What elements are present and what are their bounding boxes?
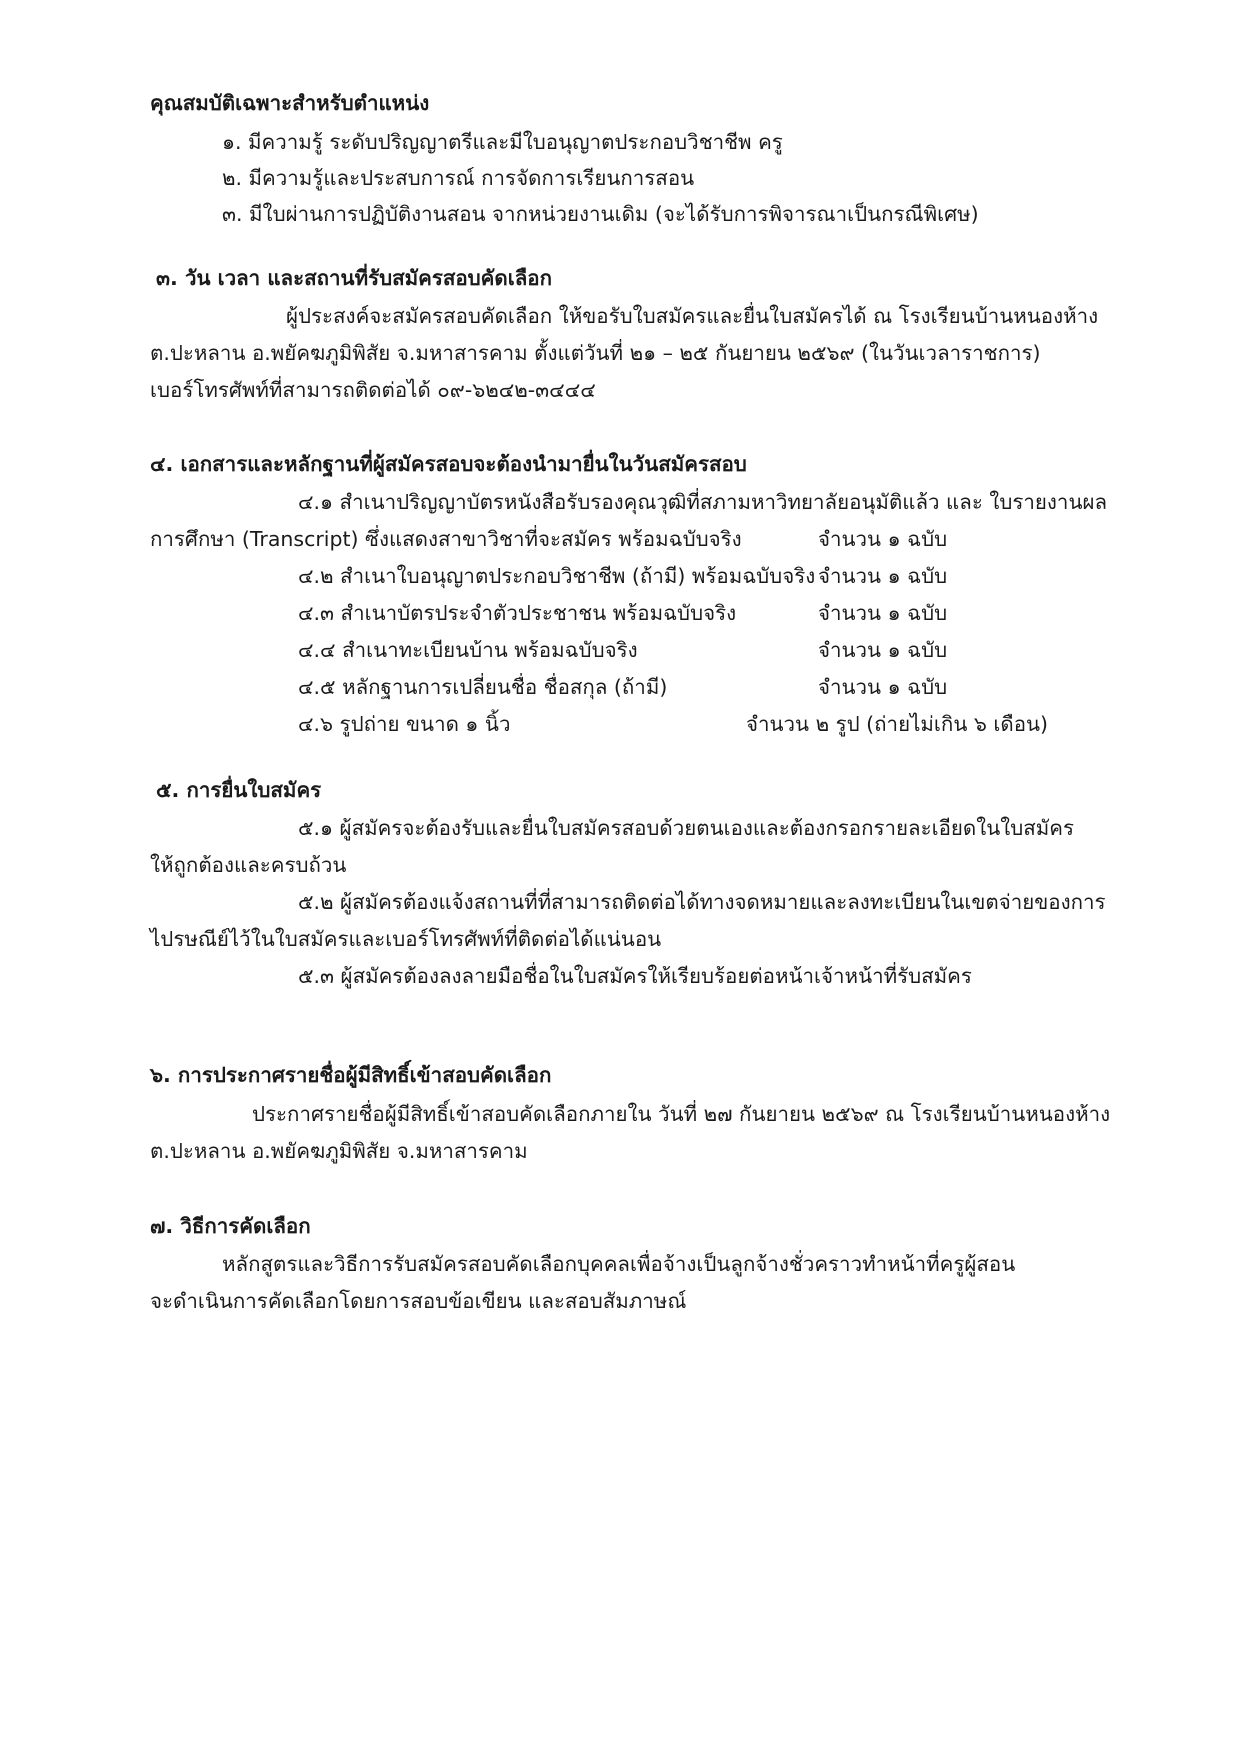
document-item: ๔.๔ สำเนาทะเบียนบ้าน พร้อมฉบับจริง bbox=[298, 638, 638, 662]
qualification-item: ๓. มีใบผ่านการปฏิบัติงานสอน จากหน่วยงานเดิม (จะได้รับการพิจารณาเป็นกรณีพิเศษ) bbox=[222, 202, 979, 226]
qualification-item: ๒. มีความรู้และประสบการณ์ การจัดการเรียนการสอน bbox=[222, 166, 695, 190]
section-3-paragraph-line: ต.ปะหลาน อ.พยัคฆภูมิพิสัย จ.มหาสารคาม ตั้งแต่วันที่ ๒๑ – ๒๕ กันยายน ๒๕๖๙ (ในวันเวลาราชการ) bbox=[150, 341, 1041, 365]
document-item: ๔.๖ รูปถ่าย ขนาด ๑ นิ้ว bbox=[298, 712, 511, 736]
section-6-heading: ๖. การประกาศรายชื่อผู้มีสิทธิ์เข้าสอบคัดเลือก bbox=[150, 1063, 552, 1087]
section-5-heading: ๕. การยื่นใบสมัคร bbox=[156, 778, 322, 802]
document-item-count: จำนวน ๑ ฉบับ bbox=[818, 564, 948, 588]
document-item-count: จำนวน ๑ ฉบับ bbox=[818, 675, 948, 699]
section-7-heading: ๗. วิธีการคัดเลือก bbox=[150, 1214, 311, 1238]
section-5-line: ๕.๑ ผู้สมัครจะต้องรับและยื่นใบสมัครสอบด้วยตนเองและต้องกรอกรายละเอียดในใบสมัคร bbox=[298, 816, 1075, 840]
section-7-line: จะดำเนินการคัดเลือกโดยการสอบข้อเขียน และสอบสัมภาษณ์ bbox=[150, 1289, 687, 1313]
section-5-line: ๕.๒ ผู้สมัครต้องแจ้งสถานที่ที่สามารถติดต่อได้ทางจดหมายและลงทะเบียนในเขตจ่ายของการ bbox=[298, 890, 1106, 914]
document-item-count: จำนวน ๒ รูป (ถ่ายไม่เกิน ๖ เดือน) bbox=[746, 712, 1049, 736]
section-3-heading: ๓. วัน เวลา และสถานที่รับสมัครสอบคัดเลือก bbox=[156, 266, 553, 290]
section-6-line: ต.ปะหลาน อ.พยัคฆภูมิพิสัย จ.มหาสารคาม bbox=[150, 1139, 528, 1163]
section-3-paragraph-line: ผู้ประสงค์จะสมัครสอบคัดเลือก ให้ขอรับใบสมัครและยื่นใบสมัครได้ ณ โรงเรียนบ้านหนองห้าง bbox=[286, 304, 1099, 328]
document-item-count: จำนวน ๑ ฉบับ bbox=[818, 527, 948, 551]
document-item-line: ๔.๑ สำเนาปริญญาบัตรหนังสือรับรองคุณวุฒิที่สภามหาวิทยาลัยอนุมัติแล้ว และ ใบรายงานผล bbox=[298, 490, 1108, 514]
qualification-item: ๑. มีความรู้ ระดับปริญญาตรีและมีใบอนุญาตประกอบวิชาชีพ ครู bbox=[222, 130, 783, 154]
document-item: ๔.๕ หลักฐานการเปลี่ยนชื่อ ชื่อสกุล (ถ้ามี) bbox=[298, 675, 668, 699]
document-item-line: การศึกษา (Transcript) ซึ่งแสดงสาขาวิชาที่จะสมัคร พร้อมฉบับจริง bbox=[150, 527, 742, 551]
qualifications-heading: คุณสมบัติเฉพาะสำหรับตำแหน่ง bbox=[150, 91, 430, 115]
section-3-paragraph-line: เบอร์โทรศัพท์ที่สามารถติดต่อได้ ๐๙-๖๒๔๒-๓๔๔๔ bbox=[150, 378, 596, 402]
section-5-line: ให้ถูกต้องและครบถ้วน bbox=[150, 853, 347, 877]
section-6-line: ประกาศรายชื่อผู้มีสิทธิ์เข้าสอบคัดเลือกภายใน วันที่ ๒๗ กันยายน ๒๕๖๙ ณ โรงเรียนบ้านหนองห้าง bbox=[252, 1102, 1111, 1126]
section-7-line: หลักสูตรและวิธีการรับสมัครสอบคัดเลือกบุคคลเพื่อจ้างเป็นลูกจ้างชั่วคราวทำหน้าที่ครูผู้สอน bbox=[222, 1252, 1016, 1276]
document-item: ๔.๓ สำเนาบัตรประจำตัวประชาชน พร้อมฉบับจริง bbox=[298, 601, 737, 625]
section-5-line: ไปรษณีย์ไว้ในใบสมัครและเบอร์โทรศัพท์ที่ติดต่อได้แน่นอน bbox=[150, 927, 662, 951]
document-item-count: จำนวน ๑ ฉบับ bbox=[818, 601, 948, 625]
document-item-count: จำนวน ๑ ฉบับ bbox=[818, 638, 948, 662]
document-item: ๔.๒ สำเนาใบอนุญาตประกอบวิชาชีพ (ถ้ามี) พร้อมฉบับจริง bbox=[298, 564, 816, 588]
section-4-heading: ๔. เอกสารและหลักฐานที่ผู้สมัครสอบจะต้องนำมายื่นในวันสมัครสอบ bbox=[150, 452, 747, 476]
section-5-line: ๕.๓ ผู้สมัครต้องลงลายมือชื่อในใบสมัครให้เรียบร้อยต่อหน้าเจ้าหน้าที่รับสมัคร bbox=[298, 964, 972, 988]
